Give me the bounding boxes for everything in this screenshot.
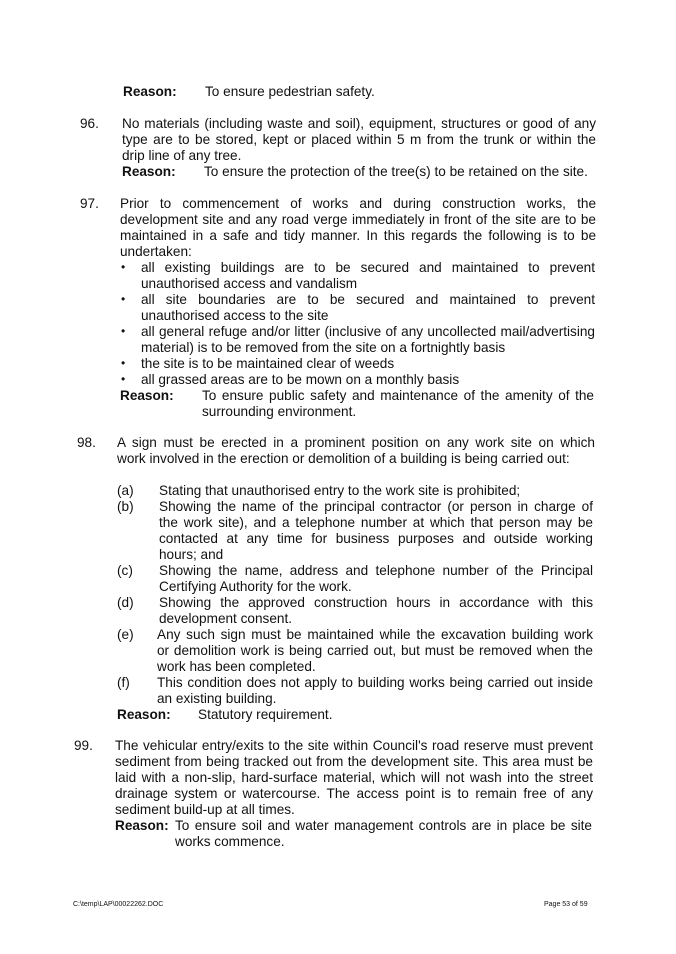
bullet-item-cont: material) is to be removed from the site on a fortnightly basis bbox=[141, 340, 506, 355]
condition-99-line-1: The vehicular entry/exits to the site within Council's road reserve must prevent bbox=[115, 738, 593, 753]
item-label: (c) bbox=[117, 563, 133, 578]
reason-label: Reason: bbox=[120, 388, 174, 403]
item-text: Showing the name of the principal contractor (or person in charge of bbox=[159, 499, 593, 514]
condition-96-line-2: type are to be stored, kept or placed within 5 m from the trunk or within the bbox=[122, 132, 596, 147]
bullet-icon: • bbox=[121, 356, 126, 370]
reason-text: Statutory requirement. bbox=[198, 707, 333, 722]
reason-text: To ensure public safety and maintenance of the amenity of the bbox=[202, 388, 594, 403]
bullet-item: the site is to be maintained clear of weeds bbox=[141, 356, 395, 371]
item-text: Showing the name, address and telephone number of the Principal bbox=[159, 563, 593, 578]
bullet-item-cont: unauthorised access and vandalism bbox=[141, 276, 358, 291]
reason-text: To ensure pedestrian safety. bbox=[205, 84, 375, 99]
bullet-item-cont: unauthorised access to the site bbox=[141, 308, 329, 323]
item-text: or demolition work is being carried out, but must be removed when the bbox=[157, 643, 593, 658]
condition-99-line-5: sediment build-up at all times. bbox=[115, 802, 295, 817]
condition-97-line-1: Prior to commencement of works and during construction works, the bbox=[120, 196, 596, 211]
bullet-icon: • bbox=[121, 292, 126, 306]
item-text: the work site), and a telephone number at which that person may be bbox=[159, 515, 593, 530]
reason-label: Reason: bbox=[115, 818, 169, 833]
condition-97-line-4: undertaken: bbox=[120, 244, 192, 259]
condition-99-line-3: laid with a non-slip, hard-surface material, which will not wash into the street bbox=[115, 770, 593, 785]
condition-99-line-2: sediment from being tracked out from the development site. This area must be bbox=[115, 754, 593, 769]
bullet-item: all grassed areas are to be mown on a monthly basis bbox=[141, 372, 460, 387]
item-label: (b) bbox=[117, 499, 134, 514]
condition-99-number: 99. bbox=[74, 738, 93, 753]
bullet-item: all existing buildings are to be secured and maintained to prevent bbox=[141, 260, 595, 275]
bullet-icon: • bbox=[121, 372, 126, 386]
footer-page-number: Page 53 of 59 bbox=[544, 901, 588, 908]
item-label: (e) bbox=[117, 627, 134, 642]
item-text: development consent. bbox=[159, 611, 293, 626]
item-label: (a) bbox=[117, 483, 134, 498]
item-text: an existing building. bbox=[157, 691, 277, 706]
reason-text-cont: surrounding environment. bbox=[202, 404, 357, 419]
reason-text-cont: works commence. bbox=[175, 834, 285, 849]
condition-97-number: 97. bbox=[80, 196, 99, 211]
item-text: contacted at any time for business purposes and outside working bbox=[159, 531, 593, 546]
item-text: Showing the approved construction hours in accordance with this bbox=[159, 595, 593, 610]
condition-96-number: 96. bbox=[80, 116, 99, 131]
condition-98-line-2: work involved in the erection or demolition of a building is being carried out: bbox=[117, 451, 570, 466]
reason-text: To ensure soil and water management controls are in place be site bbox=[175, 818, 592, 833]
item-label: (d) bbox=[117, 595, 134, 610]
item-text: This condition does not apply to building works being carried out inside bbox=[157, 675, 593, 690]
item-text: Certifying Authority for the work. bbox=[159, 579, 352, 594]
condition-97-line-3: maintained in a safe and tidy manner. In this regards the following is to be bbox=[120, 228, 596, 243]
bullet-icon: • bbox=[121, 260, 126, 274]
bullet-item: all general refuge and/or litter (inclusive of any uncollected mail/advertising bbox=[141, 324, 595, 339]
reason-label: Reason: bbox=[122, 164, 176, 179]
item-text: Any such sign must be maintained while the excavation building work bbox=[157, 627, 593, 642]
condition-97-line-2: development site and any road verge immediately in front of the site are to be bbox=[120, 212, 596, 227]
condition-98-number: 98. bbox=[77, 435, 96, 450]
item-text: Stating that unauthorised entry to the work site is prohibited; bbox=[159, 483, 521, 498]
reason-label: Reason: bbox=[117, 707, 171, 722]
bullet-item: all site boundaries are to be secured and maintained to prevent bbox=[141, 292, 595, 307]
bullet-icon: • bbox=[121, 324, 126, 338]
condition-98-line-1: A sign must be erected in a prominent position on any work site on which bbox=[117, 435, 595, 450]
item-text: work has been completed. bbox=[157, 659, 316, 674]
footer-file-path: C:\temp\LAP\00022262.DOC bbox=[73, 901, 164, 908]
item-text: hours; and bbox=[159, 547, 224, 562]
reason-text: To ensure the protection of the tree(s) to be retained on the site. bbox=[204, 164, 588, 179]
condition-96-line-3: drip line of any tree. bbox=[122, 148, 242, 163]
condition-99-line-4: drainage system or watercourse. The access point is to remain free of any bbox=[115, 786, 593, 801]
reason-label: Reason: bbox=[123, 84, 177, 99]
condition-96-line-1: No materials (including waste and soil), equipment, structures or good of any bbox=[122, 116, 596, 131]
item-label: (f) bbox=[117, 675, 130, 690]
